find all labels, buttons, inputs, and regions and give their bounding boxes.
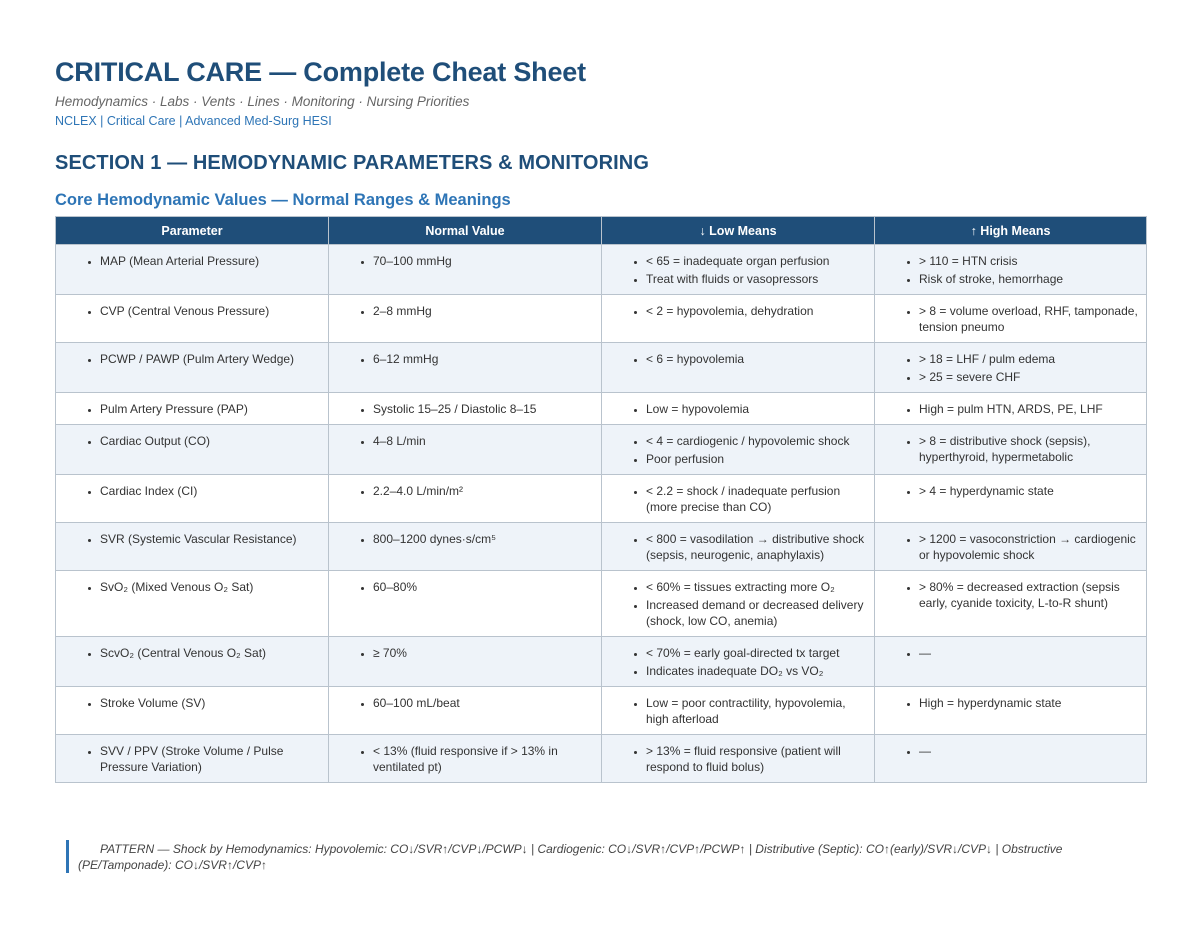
bullet-list [608, 483, 868, 515]
column-header-parameter: Parameter [56, 217, 329, 245]
high-means-cell [875, 637, 1147, 687]
normal-value-cell [329, 245, 602, 295]
bullet-list [62, 253, 322, 269]
bullet-list [881, 531, 1140, 563]
bullet-item: • ScvO₂ (Central Venous O₂ Sat) [100, 645, 322, 661]
table-row [56, 245, 1147, 295]
normal-value-cell [329, 343, 602, 393]
bullet-list [335, 253, 595, 269]
document-tags: NCLEX | Critical Care | Advanced Med-Surg HESI [55, 114, 332, 128]
normal-value-cell [329, 523, 602, 571]
bullet-list [608, 401, 868, 417]
bullet-item: • Low = poor contractility, hypovolemia, high afterload [646, 695, 868, 727]
bullet-list [335, 645, 595, 661]
bullet-list [62, 483, 322, 499]
bullet-list [881, 743, 1140, 759]
table-row [56, 343, 1147, 393]
bullet-item: • 4–8 L/min [373, 433, 595, 449]
cheat-sheet-page [55, 54, 1146, 783]
parameter-cell [56, 637, 329, 687]
bullet-item: • > 8 = volume overload, RHF, tamponade, tension pneumo [919, 303, 1140, 335]
bullet-list [335, 483, 595, 499]
bullet-list [335, 695, 595, 711]
low-means-cell [602, 571, 875, 637]
bullet-item: • > 18 = LHF / pulm edema [919, 351, 1140, 367]
bullet-item: • > 110 = HTN crisis [919, 253, 1140, 269]
low-means-cell [602, 425, 875, 475]
bullet-item: • PCWP / PAWP (Pulm Artery Wedge) [100, 351, 322, 367]
bullet-item: • 60–100 mL/beat [373, 695, 595, 711]
bullet-item: • > 4 = hyperdynamic state [919, 483, 1140, 499]
bullet-item: • > 13% = fluid responsive (patient will respond to fluid bolus) [646, 743, 868, 775]
bullet-list [608, 253, 868, 287]
table-row [56, 425, 1147, 475]
low-means-cell [602, 637, 875, 687]
bullet-item: • < 65 = inadequate organ perfusion [646, 253, 868, 269]
bullet-item: • 2–8 mmHg [373, 303, 595, 319]
bullet-list [608, 303, 868, 319]
bullet-item: • > 8 = distributive shock (sepsis), hyperthyroid, hypermetabolic [919, 433, 1140, 465]
bullet-list [608, 579, 868, 629]
table-heading: Core Hemodynamic Values — Normal Ranges & Meanings [55, 191, 511, 209]
table-row [56, 637, 1147, 687]
bullet-item: • Increased demand or decreased delivery (shock, low CO, anemia) [646, 597, 868, 629]
bullet-list [335, 743, 595, 775]
bullet-list [608, 433, 868, 467]
bullet-item: • 70–100 mmHg [373, 253, 595, 269]
bullet-list [881, 645, 1140, 661]
bullet-item: • < 800 = vasodilation → distributive shock (sepsis, neurogenic, anaphylaxis) [646, 531, 868, 563]
high-means-cell [875, 245, 1147, 295]
bullet-item: • Cardiac Index (CI) [100, 483, 322, 499]
low-means-cell [602, 735, 875, 783]
bullet-list [881, 303, 1140, 335]
bullet-list [881, 351, 1140, 385]
bullet-item: • < 6 = hypovolemia [646, 351, 868, 367]
parameter-cell [56, 571, 329, 637]
high-means-cell [875, 393, 1147, 425]
bullet-list [335, 531, 595, 547]
bullet-list [881, 695, 1140, 711]
bullet-item: • — [919, 645, 1140, 661]
bullet-list [881, 401, 1140, 417]
bullet-item: • SVR (Systemic Vascular Resistance) [100, 531, 322, 547]
bullet-item: • < 70% = early goal-directed tx target [646, 645, 868, 661]
bullet-item: • Risk of stroke, hemorrhage [919, 271, 1140, 287]
parameter-cell [56, 295, 329, 343]
pattern-note: PATTERN — Shock by Hemodynamics: Hypovolemic: CO↓/SVR↑/CVP↓/PCWP↓ | Cardiogenic: CO↓/SVR↑/CVP↑/PCWP↑ | Distributive (Septic): CO↑(early)/SVR↓/CVP↓ | Obstructive (PE/Tamponade): CO↓/SVR↑/CVP↑ [66, 840, 1153, 873]
parameter-cell [56, 735, 329, 783]
bullet-list [62, 579, 322, 595]
bullet-list [335, 303, 595, 319]
bullet-item: • CVP (Central Venous Pressure) [100, 303, 322, 319]
bullet-item: • 60–80% [373, 579, 595, 595]
bullet-item: • ≥ 70% [373, 645, 595, 661]
table-row [56, 687, 1147, 735]
table-row [56, 295, 1147, 343]
table-body [56, 245, 1147, 783]
bullet-list [881, 253, 1140, 287]
bullet-item: • < 13% (fluid responsive if > 13% in ventilated pt) [373, 743, 595, 775]
high-means-cell [875, 343, 1147, 393]
parameter-cell [56, 425, 329, 475]
parameter-cell [56, 687, 329, 735]
bullet-item: • SVV / PPV (Stroke Volume / Pulse Pressure Variation) [100, 743, 322, 775]
bullet-item: • Low = hypovolemia [646, 401, 868, 417]
low-means-cell [602, 343, 875, 393]
bullet-list [335, 579, 595, 595]
bullet-item: • Stroke Volume (SV) [100, 695, 322, 711]
high-means-cell [875, 735, 1147, 783]
normal-value-cell [329, 571, 602, 637]
bullet-item: • Treat with fluids or vasopressors [646, 271, 868, 287]
bullet-item: • Cardiac Output (CO) [100, 433, 322, 449]
high-means-cell [875, 687, 1147, 735]
bullet-item: • < 2.2 = shock / inadequate perfusion (more precise than CO) [646, 483, 868, 515]
normal-value-cell [329, 295, 602, 343]
bullet-item: • > 25 = severe CHF [919, 369, 1140, 385]
bullet-item: • 800–1200 dynes·s/cm⁵ [373, 531, 595, 547]
bullet-item: • 2.2–4.0 L/min/m² [373, 483, 595, 499]
bullet-item: • > 80% = decreased extraction (sepsis early, cyanide toxicity, L-to-R shunt) [919, 579, 1140, 611]
bullet-list [881, 483, 1140, 499]
normal-value-cell [329, 637, 602, 687]
bullet-list [62, 645, 322, 661]
bullet-item: • High = hyperdynamic state [919, 695, 1140, 711]
bullet-list [62, 531, 322, 547]
parameter-cell [56, 475, 329, 523]
normal-value-cell [329, 393, 602, 425]
high-means-cell [875, 571, 1147, 637]
low-means-cell [602, 393, 875, 425]
table-row [56, 523, 1147, 571]
bullet-list [335, 433, 595, 449]
bullet-list [881, 433, 1140, 465]
hemodynamic-values-table [55, 216, 1147, 783]
low-means-cell [602, 523, 875, 571]
normal-value-cell [329, 475, 602, 523]
parameter-cell [56, 245, 329, 295]
bullet-item: • Poor perfusion [646, 451, 868, 467]
bullet-list [608, 645, 868, 679]
bullet-item: • MAP (Mean Arterial Pressure) [100, 253, 322, 269]
table-row [56, 393, 1147, 425]
bullet-list [62, 351, 322, 367]
normal-value-cell [329, 687, 602, 735]
low-means-cell [602, 245, 875, 295]
document-subtitle: Hemodynamics · Labs · Vents · Lines · Monitoring · Nursing Priorities [55, 94, 470, 109]
table-row [56, 735, 1147, 783]
bullet-list [62, 695, 322, 711]
bullet-list [608, 531, 868, 563]
bullet-list [335, 401, 595, 417]
parameter-cell [56, 343, 329, 393]
high-means-cell [875, 295, 1147, 343]
bullet-item: • > 1200 = vasoconstriction → cardiogenic or hypovolemic shock [919, 531, 1140, 563]
table-header-row [56, 217, 1147, 245]
bullet-item: • < 60% = tissues extracting more O₂ [646, 579, 868, 595]
high-means-cell [875, 523, 1147, 571]
high-means-cell [875, 475, 1147, 523]
parameter-cell [56, 523, 329, 571]
bullet-item: • SvO₂ (Mixed Venous O₂ Sat) [100, 579, 322, 595]
bullet-list [608, 695, 868, 727]
bullet-list [62, 401, 322, 417]
section-heading: SECTION 1 — HEMODYNAMIC PARAMETERS & MONITORING [55, 152, 649, 174]
bullet-list [62, 433, 322, 449]
bullet-item: • < 2 = hypovolemia, dehydration [646, 303, 868, 319]
bullet-item: • Pulm Artery Pressure (PAP) [100, 401, 322, 417]
bullet-item: • High = pulm HTN, ARDS, PE, LHF [919, 401, 1140, 417]
parameter-cell [56, 393, 329, 425]
low-means-cell [602, 687, 875, 735]
column-header-low-means: ↓ Low Means [602, 217, 875, 245]
bullet-list [62, 743, 322, 775]
document-title: CRITICAL CARE — Complete Cheat Sheet [55, 57, 586, 87]
normal-value-cell [329, 425, 602, 475]
bullet-list [62, 303, 322, 319]
high-means-cell [875, 425, 1147, 475]
bullet-list [335, 351, 595, 367]
low-means-cell [602, 475, 875, 523]
bullet-item: • 6–12 mmHg [373, 351, 595, 367]
bullet-item: • < 4 = cardiogenic / hypovolemic shock [646, 433, 868, 449]
column-header-normal-value: Normal Value [329, 217, 602, 245]
bullet-list [608, 743, 868, 775]
bullet-list [881, 579, 1140, 611]
normal-value-cell [329, 735, 602, 783]
bullet-item: • — [919, 743, 1140, 759]
column-header-high-means: ↑ High Means [875, 217, 1147, 245]
low-means-cell [602, 295, 875, 343]
bullet-item: • Systolic 15–25 / Diastolic 8–15 [373, 401, 595, 417]
bullet-list [608, 351, 868, 367]
table-row [56, 571, 1147, 637]
table-row [56, 475, 1147, 523]
bullet-item: • Indicates inadequate DO₂ vs VO₂ [646, 663, 868, 679]
